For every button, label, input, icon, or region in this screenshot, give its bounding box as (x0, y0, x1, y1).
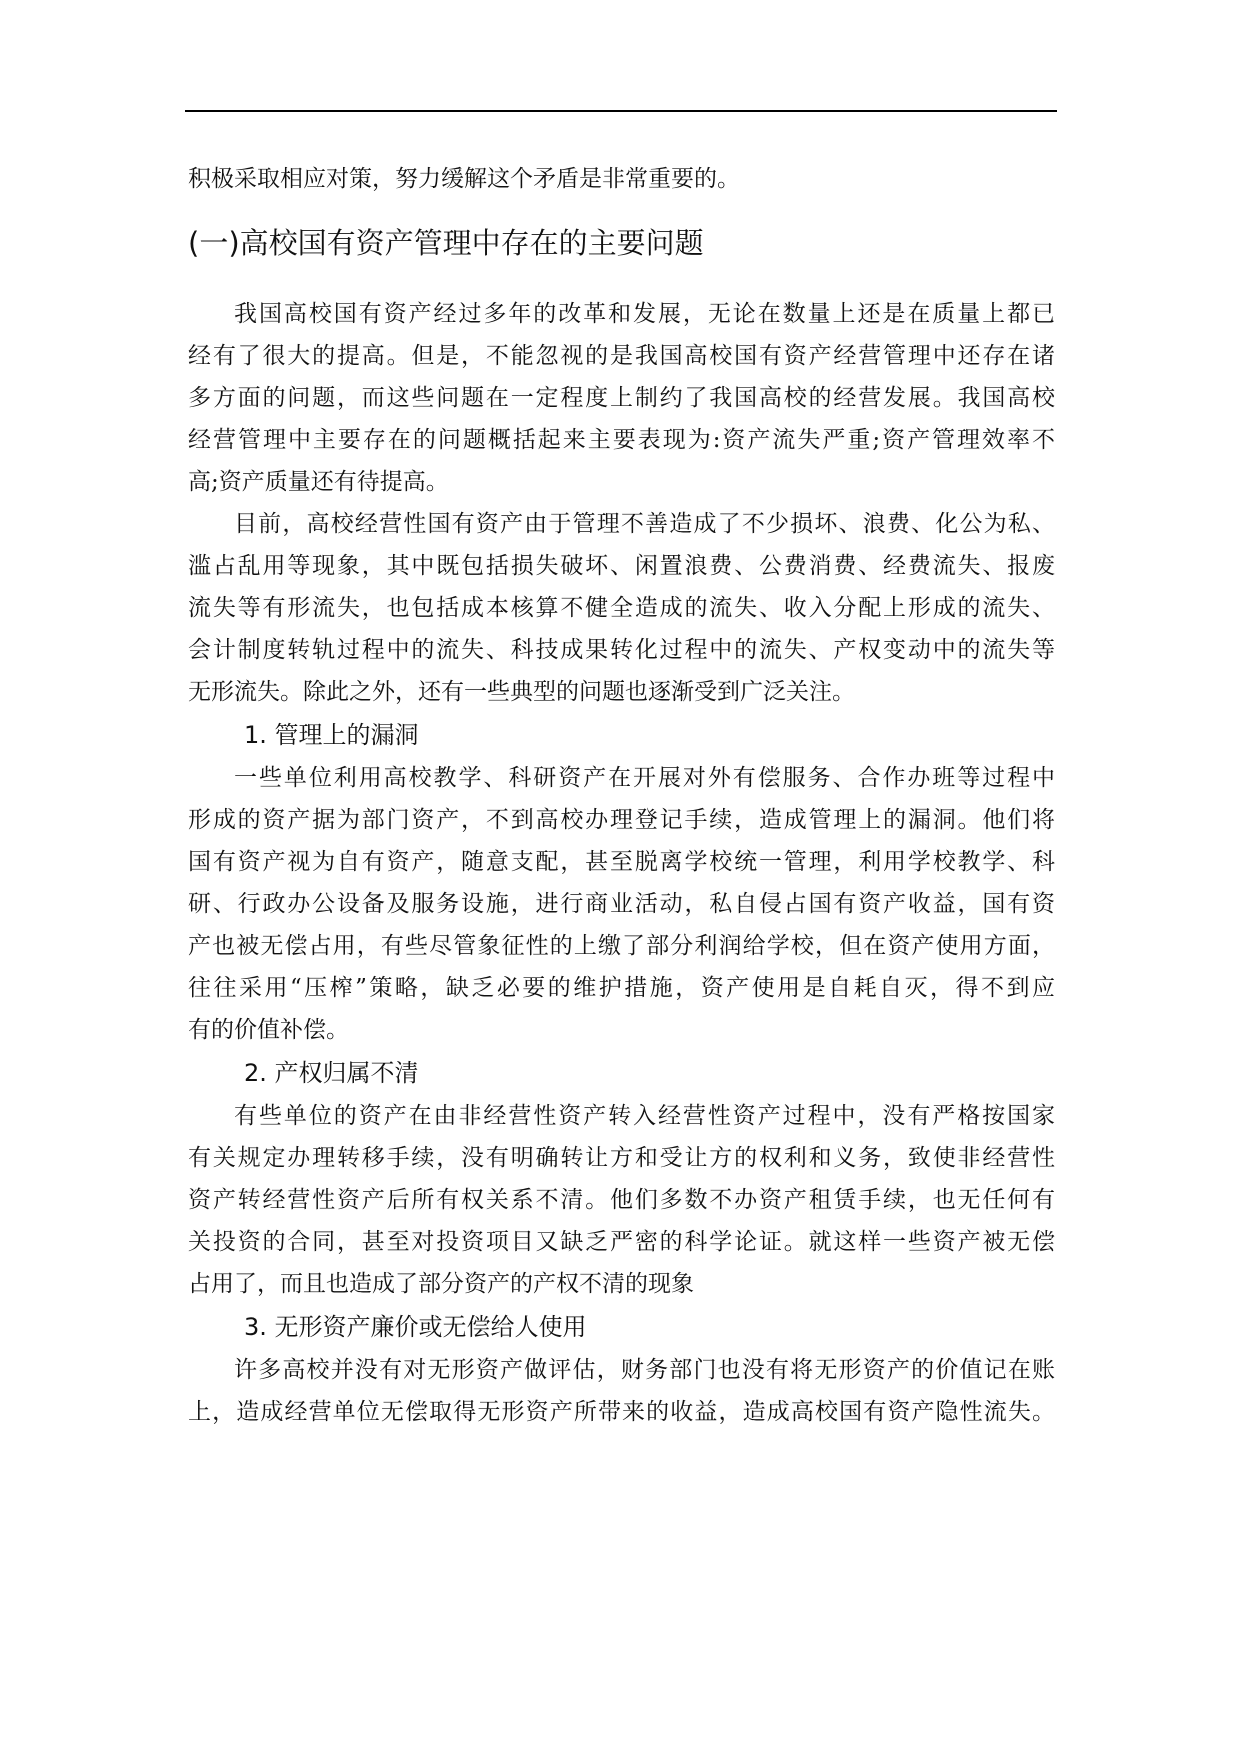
paragraph-5 (188, 1349, 1055, 1433)
subheading-management-loophole: 1. 管理上的漏洞 (244, 721, 419, 749)
text-line: 会计制度转轨过程中的流失、科技成果转化过程中的流失、产权变动中的流失等 (188, 637, 1055, 663)
text-line: 有的价值补偿。 (188, 1017, 349, 1043)
text-line: 一些单位利用高校教学、科研资产在开展对外有偿服务、合作办班等过程中 (234, 765, 1055, 791)
text-line: 形成的资产据为部门资产，不到高校办理登记手续，造成管理上的漏洞。他们将 (188, 807, 1055, 833)
subheading-intangible-assets: 3. 无形资产廉价或无偿给人使用 (244, 1313, 587, 1341)
text-line: 高;资产质量还有待提高。 (188, 469, 449, 495)
text-line: 上，造成经营单位无偿取得无形资产所带来的收益，造成高校国有资产隐性流失。 (188, 1399, 1055, 1425)
text-line: 占用了，而且也造成了部分资产的产权不清的现象 (188, 1271, 694, 1297)
text-line: 流失等有形流失，也包括成本核算不健全造成的流失、收入分配上形成的流失、 (188, 595, 1055, 621)
text-line: 关投资的合同，甚至对投资项目又缺乏严密的科学论证。就这样一些资产被无偿 (188, 1229, 1055, 1255)
paragraph-2 (188, 503, 1055, 713)
text-line: 滥占乱用等现象，其中既包括损失破坏、闲置浪费、公费消费、经费流失、报废 (188, 553, 1055, 579)
paragraph-4 (188, 1095, 1055, 1305)
document-body (188, 158, 1055, 1433)
text-line: 国有资产视为自有资产，随意支配，甚至脱离学校统一管理，利用学校教学、科 (188, 849, 1055, 875)
text-line: 往往采用“压榨”策略，缺乏必要的维护措施，资产使用是自耗自灭，得不到应 (188, 975, 1055, 1001)
section-heading: (一)高校国有资产管理中存在的主要问题 (188, 226, 704, 260)
text-line: 许多高校并没有对无形资产做评估，财务部门也没有将无形资产的价值记在账 (234, 1357, 1055, 1383)
paragraph-3 (188, 757, 1055, 1051)
paragraph-1 (188, 293, 1055, 503)
text-line: 产也被无偿占用，有些尽管象征性的上缴了部分利润给学校，但在资产使用方面， (188, 933, 1055, 959)
text-line: 有些单位的资产在由非经营性资产转入经营性资产过程中，没有严格按国家 (234, 1103, 1055, 1129)
header-rule (185, 110, 1057, 112)
text-line: 无形流失。除此之外，还有一些典型的问题也逐渐受到广泛关注。 (188, 679, 855, 705)
text-line: 研、行政办公设备及服务设施，进行商业活动，私自侵占国有资产收益，国有资 (188, 891, 1055, 917)
text-line: 经有了很大的提高。但是，不能忽视的是我国高校国有资产经营管理中还存在诸 (188, 343, 1055, 369)
text-line: 多方面的问题，而这些问题在一定程度上制约了我国高校的经营发展。我国高校 (188, 385, 1055, 411)
subheading-property-rights: 2. 产权归属不清 (244, 1059, 419, 1087)
text-line: 有关规定办理转移手续，没有明确转让方和受让方的权利和义务，致使非经营性 (188, 1145, 1055, 1171)
text-line: 资产转经营性资产后所有权关系不清。他们多数不办资产租赁手续，也无任何有 (188, 1187, 1055, 1213)
text-line: 我国高校国有资产经过多年的改革和发展，无论在数量上还是在质量上都已 (234, 301, 1055, 327)
text-line: 经营管理中主要存在的问题概括起来主要表现为:资产流失严重;资产管理效率不 (188, 427, 1055, 453)
text-line: 目前，高校经营性国有资产由于管理不善造成了不少损坏、浪费、化公为私、 (234, 511, 1055, 537)
text-line: 积极采取相应对策，努力缓解这个矛盾是非常重要的。 (188, 166, 740, 192)
intro-paragraph (188, 158, 1055, 200)
